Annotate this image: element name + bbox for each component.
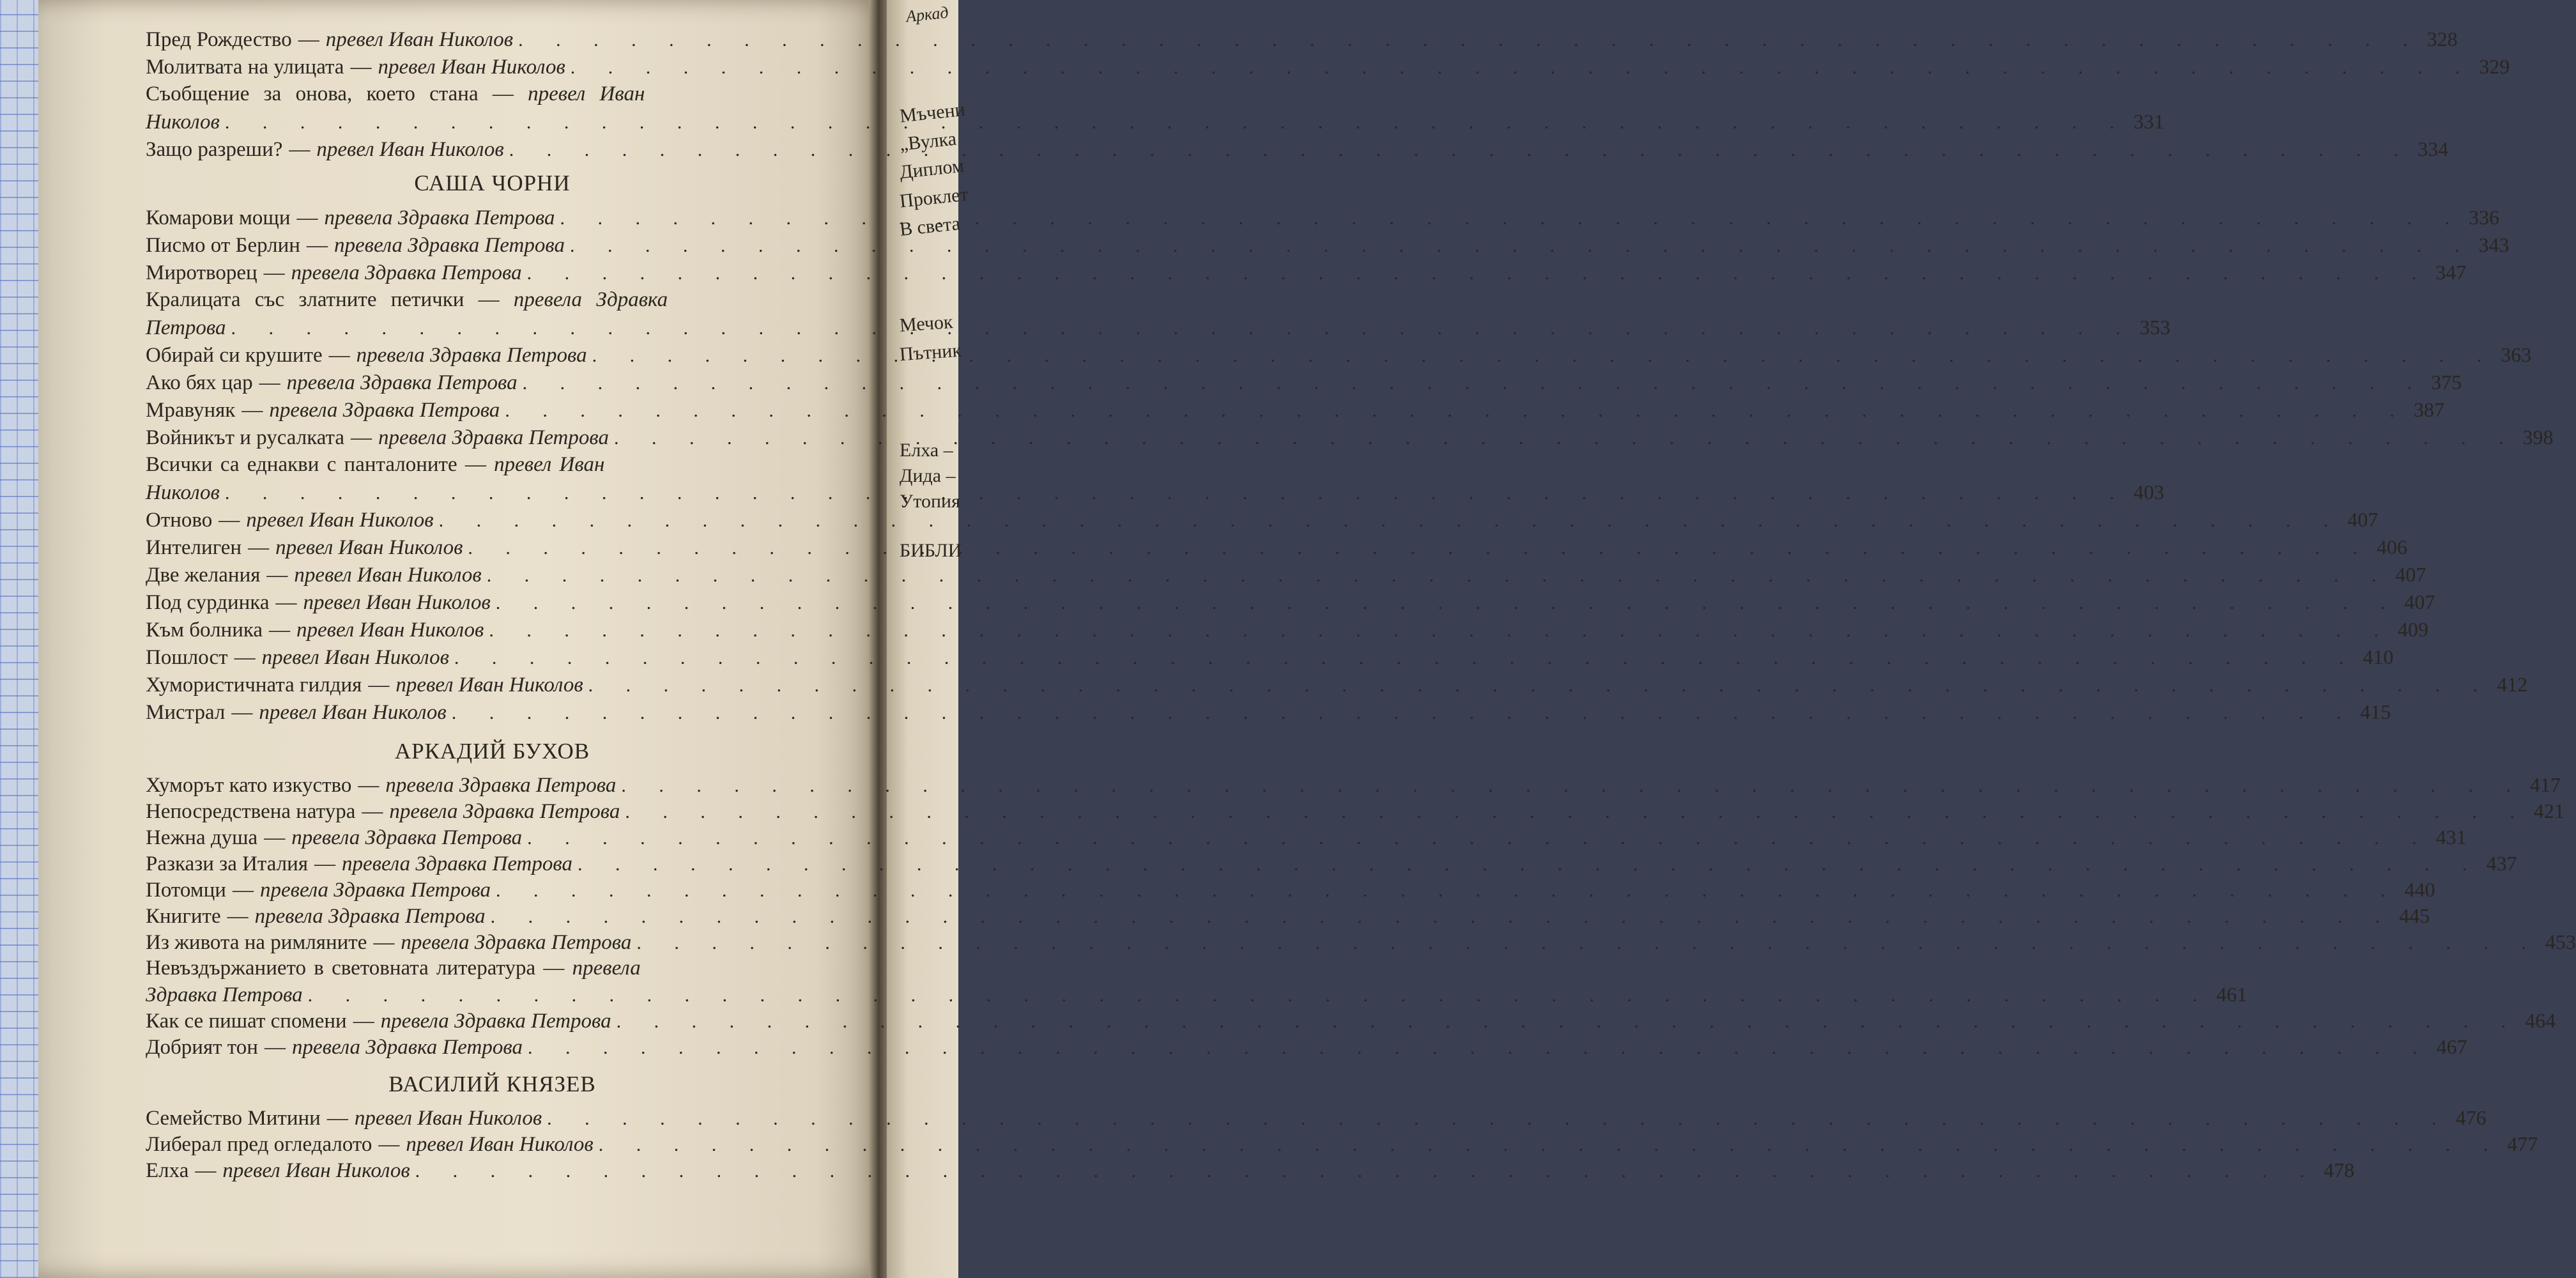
entry-title: Нежна душа <box>146 826 258 849</box>
entry-title: Хумористичната гилдия <box>146 674 362 697</box>
entry-title: Молитвата на улицата <box>146 56 344 79</box>
toc-entry: Елха — превел Иван Николов . . . 478 <box>146 1157 820 1183</box>
right-page-line: Мъчени <box>898 98 967 127</box>
entry-title: Из живота на римляните <box>146 931 367 954</box>
section-heading: ВАСИЛИЙ КНЯЗЕВ <box>388 1072 596 1097</box>
toc-entry: Потомци — превела Здравка Петрова . . . 440 <box>146 877 820 903</box>
entry-credit: превела Здравка Петрова <box>342 852 572 875</box>
leader-dots <box>496 589 2400 617</box>
right-page-line: „Вулка <box>898 128 958 155</box>
entry-credit-continuation: Николов <box>146 481 220 504</box>
entry-title: Всички са еднакви с панталоните <box>146 453 457 476</box>
leader-dots <box>523 369 2426 397</box>
entry-page-number: 476 <box>2455 1106 2487 1129</box>
entry-credit: превела Здравка Петрова <box>291 826 523 849</box>
right-page-line: Утопия <box>900 491 960 512</box>
right-page-line: Пътник <box>898 339 962 366</box>
entry-title: Писмо от Берлин <box>146 234 300 257</box>
leader-dots <box>487 562 2391 589</box>
entry-title: Миротворец <box>146 261 257 284</box>
entry-title: Под сурдинка <box>146 591 270 614</box>
entry-page-number: 415 <box>2360 700 2391 723</box>
entry-page-number: 412 <box>2497 673 2528 696</box>
entry-credit: превела Здравка Петрова <box>254 905 486 928</box>
entry-page-number: 407 <box>2404 590 2435 613</box>
entry-title: Войникът и русалката <box>146 426 344 449</box>
entry-credit: превела Здравка Петрова <box>324 206 555 229</box>
entry-page-number: 440 <box>2404 878 2435 901</box>
right-page-line: В света <box>898 213 962 240</box>
entry-page-number: 403 <box>2133 481 2165 504</box>
leader-dots <box>527 259 2431 287</box>
toc-entry: Невъздържанието в световната литература — превела Здравка Петрова . . . 461 <box>146 955 820 1008</box>
entry-credit: превел Иван Николов <box>296 619 484 642</box>
entry-title: Защо разреши? <box>146 138 283 161</box>
entry-page-number: 328 <box>2426 27 2458 50</box>
entry-title: Мистрал <box>146 701 226 724</box>
entry-page-number: 409 <box>2397 618 2428 641</box>
toc-entry: Добрият тон — превела Здравка Петрова . . . 467 <box>146 1034 820 1060</box>
toc-entry: Миротворец — превела Здравка Петрова . . . 347 <box>146 259 820 286</box>
leader-dots <box>621 773 2525 799</box>
entry-credit: превела Здравка Петрова <box>269 399 500 422</box>
entry-title: Интелиген <box>146 536 242 559</box>
entry-title: Към болника <box>146 619 263 642</box>
leader-dots <box>439 507 2343 534</box>
leader-dots <box>308 982 2212 1008</box>
entry-page-number: 453 <box>2545 930 2576 953</box>
entry-title: Кралицата със златните петички <box>146 288 464 311</box>
section-heading: САША ЧОРНИ <box>414 171 571 196</box>
right-page-line: Проклет <box>898 183 970 212</box>
entry-page-number: 387 <box>2413 398 2444 421</box>
entry-title: Ако бях цар <box>146 371 253 394</box>
leader-dots <box>614 424 2518 452</box>
entry-credit: превел Иван Николов <box>406 1133 594 1156</box>
entry-page-number: 467 <box>2436 1035 2467 1058</box>
entry-credit: превел Иван Николов <box>354 1107 542 1130</box>
entry-page-number: 431 <box>2435 826 2467 849</box>
leader-dots <box>452 699 2356 727</box>
toc-entry: Всички са еднакви с панталоните — превел Иван Николов . . . 403 <box>146 451 820 506</box>
toc-entry: Нежна душа — превела Здравка Петрова . . . 431 <box>146 824 820 851</box>
entry-credit: превел Иван Николов <box>395 674 583 697</box>
entry-title: Либерал пред огледалото <box>146 1133 372 1156</box>
entry-credit: превел Иван Николов <box>261 646 449 669</box>
leader-dots <box>599 1132 2503 1158</box>
entry-credit: превела Здравка Петрова <box>380 1010 611 1033</box>
entry-page-number: 477 <box>2507 1132 2538 1155</box>
section-heading: АРКАДИЙ БУХОВ <box>394 739 590 764</box>
entry-credit-continuation: Здравка Петрова <box>146 983 303 1006</box>
entry-credit: превела Здравка Петрова <box>286 371 518 394</box>
right-page-line: Дида – <box>900 465 956 486</box>
right-page-line: БИБЛИ <box>900 540 962 561</box>
entry-credit: превела Здравка <box>513 288 668 311</box>
entry-page-number: 461 <box>2216 983 2248 1006</box>
entry-page-number: 407 <box>2395 563 2426 586</box>
entry-credit: превела <box>572 957 641 980</box>
entry-title: Пошлост <box>146 646 228 669</box>
entry-page-number: 478 <box>2324 1159 2355 1182</box>
toc-entry: Мистрал — превел Иван Николов . . . 415 <box>146 698 820 726</box>
toc-entry: Съобщение за онова, което стана — превел Иван Николов . . . 331 <box>146 81 820 135</box>
toc-entry: Към болника — превел Иван Николов . . . 409 <box>146 616 820 643</box>
entry-credit: превел Иван Николов <box>316 138 504 161</box>
right-page-line: Елха – <box>900 440 953 461</box>
entry-credit: превела Здравка Петрова <box>334 234 565 257</box>
leader-dots <box>528 1035 2432 1061</box>
toc-entry: Разкази за Италия — превела Здравка Петрова . . . 437 <box>146 851 820 877</box>
entry-title: Пред Рождество <box>146 28 292 51</box>
entry-page-number: 398 <box>2522 426 2554 449</box>
entry-page-number: 445 <box>2399 904 2430 927</box>
entry-page-number: 406 <box>2376 535 2407 558</box>
toc-entry: Как се пишат спомени — превела Здравка Петрова . . . 464 <box>146 1008 820 1034</box>
toc-entry: Хумористичната гилдия — превел Иван Николов . . . 412 <box>146 671 820 698</box>
leader-dots <box>527 825 2431 851</box>
entry-credit: превел Иван <box>494 453 605 476</box>
leader-dots <box>560 204 2464 232</box>
entry-page-number: 421 <box>2533 799 2564 822</box>
toc-entry: Мравуняк — превела Здравка Петрова . . . 387 <box>146 396 820 424</box>
entry-credit: превел Иван Николов <box>259 701 447 724</box>
entry-title: Съобщение за онова, което стана <box>146 82 479 105</box>
entry-title: Елха <box>146 1159 189 1182</box>
entry-page-number: 437 <box>2486 852 2517 875</box>
entry-credit: превел Иван Николов <box>275 536 463 559</box>
toc-entry: Пошлост — превел Иван Николов . . . 410 <box>146 643 820 671</box>
entry-page-number: 336 <box>2468 206 2499 229</box>
entry-page-number: 343 <box>2478 233 2510 256</box>
leader-dots <box>570 232 2474 259</box>
entry-page-number: 417 <box>2529 773 2561 796</box>
toc-entry: Защо разреши? — превел Иван Николов . . . 334 <box>146 135 820 163</box>
entry-title: Книгите <box>146 905 221 928</box>
toc-entry: Молитвата на улицата — превел Иван Николов . . . 329 <box>146 53 820 81</box>
entry-title: Потомци <box>146 879 226 902</box>
toc-entry: Пред Рождество — превел Иван Николов . . . 328 <box>146 26 820 53</box>
toc-entry: Две желания — превел Иван Николов . . . 407 <box>146 561 820 589</box>
leader-dots <box>588 672 2492 699</box>
leader-dots <box>231 314 2135 342</box>
entry-title: Добрият тон <box>146 1036 258 1059</box>
entry-page-number: 353 <box>2139 316 2170 339</box>
toc-entry: Отново — превел Иван Николов . . . 407 <box>146 506 820 534</box>
entry-credit-continuation: Николов <box>146 111 220 134</box>
entry-title: Мравуняк <box>146 399 236 422</box>
entry-title: Семейство Митини <box>146 1107 321 1130</box>
entry-page-number: 331 <box>2133 110 2165 133</box>
entry-credit: превел Иван Николов <box>325 28 514 51</box>
leader-dots <box>454 644 2358 672</box>
leader-dots <box>518 26 2422 54</box>
leader-dots <box>625 799 2529 825</box>
entry-title: Отново <box>146 509 213 532</box>
toc-entry: Писмо от Берлин — превела Здравка Петрова . . . 343 <box>146 231 820 259</box>
entry-title: Как се пишат спомени <box>146 1010 347 1033</box>
entry-title: Непосредствена натура <box>146 800 356 823</box>
toc-entry: Из живота на римляните — превела Здравка Петрова . . . 453 <box>146 929 820 955</box>
leader-dots <box>578 851 2481 877</box>
right-page-line: Мечок <box>898 311 954 336</box>
toc-entry: Обирай си крушите — превела Здравка Петрова . . . 363 <box>146 341 820 369</box>
leader-dots <box>547 1105 2451 1132</box>
right-page-line: Диплом <box>898 155 965 183</box>
entry-credit: превела Здравка Петрова <box>389 800 620 823</box>
toc-entry: Комарови мощи — превела Здравка Петрова . . . 336 <box>146 204 820 231</box>
leader-dots <box>505 397 2409 424</box>
entry-credit: превела Здравка Петрова <box>291 1036 523 1059</box>
toc-entry: Непосредствена натура — превела Здравка Петрова . . . 421 <box>146 798 820 824</box>
entry-page-number: 375 <box>2431 371 2462 394</box>
entry-page-number: 407 <box>2347 508 2379 531</box>
entry-credit: превел Иван Николов <box>303 591 491 614</box>
leader-dots <box>617 1008 2520 1035</box>
leader-dots <box>489 617 2393 644</box>
entry-title: Хуморът като изкуство <box>146 774 352 797</box>
entry-credit: превела Здравка Петрова <box>291 261 522 284</box>
leader-dots <box>468 534 2372 562</box>
entry-credit: превела Здравка Петрова <box>356 344 587 367</box>
leader-dots <box>571 54 2474 81</box>
entry-credit: превел Иван Николов <box>378 56 565 79</box>
leader-dots <box>592 339 2496 369</box>
entry-page-number: 334 <box>2418 137 2449 160</box>
leader-dots <box>496 877 2400 904</box>
leader-dots <box>636 930 2540 956</box>
entry-credit-continuation: Петрова <box>146 316 226 339</box>
entry-page-number: 410 <box>2363 645 2394 668</box>
toc-entry: Хуморът като изкуство — превела Здравка Петрова . . . 417 <box>146 772 820 798</box>
toc-entry: Интелиген — превел Иван Николов . . . 406 <box>146 534 820 561</box>
entry-credit: превела Здравка Петрова <box>378 426 609 449</box>
leader-dots <box>509 136 2413 164</box>
entry-page-number: 347 <box>2435 261 2467 284</box>
right-page-header: Аркад <box>905 3 949 26</box>
entry-credit: превела Здравка Петрова <box>385 774 617 797</box>
entry-credit: превел Иван <box>528 82 645 105</box>
leader-dots <box>225 479 2129 507</box>
entry-title: Разкази за Италия <box>146 852 308 875</box>
toc-entry: Книгите — превела Здравка Петрова . . . 445 <box>146 903 820 929</box>
entry-credit: превел Иван Николов <box>294 564 482 587</box>
toc-entry: Под сурдинка — превел Иван Николов . . . 407 <box>146 589 820 616</box>
entry-credit: превел Иван Николов <box>246 509 434 532</box>
toc-entry: Семейство Митини — превел Иван Николов . . . 476 <box>146 1105 820 1131</box>
entry-title: Обирай си крушите <box>146 344 323 367</box>
entry-page-number: 464 <box>2525 1009 2556 1032</box>
entry-credit: превела Здравка Петрова <box>259 879 491 902</box>
toc-entry: Либерал пред огледалото — превел Иван Николов . . . 477 <box>146 1131 820 1157</box>
entry-title: Комарови мощи <box>146 206 291 229</box>
leader-dots <box>225 109 2129 136</box>
entry-page-number: 329 <box>2479 55 2510 78</box>
toc-entry: Кралицата със златните петички — превела Здравка Петрова . . . 353 <box>146 286 820 341</box>
entry-title: Невъздържанието в световната литература <box>146 957 536 980</box>
leader-dots <box>491 904 2395 930</box>
leader-dots <box>415 1158 2319 1184</box>
entry-credit: превел Иван Николов <box>222 1159 410 1182</box>
entry-title: Две желания <box>146 564 261 587</box>
toc-entry: Войникът и русалката — превела Здравка Петрова . . . 398 <box>146 424 820 451</box>
entry-page-number: 363 <box>2501 343 2532 366</box>
toc-entry: Ако бях цар — превела Здравка Петрова . . . 375 <box>146 369 820 396</box>
entry-credit: превела Здравка Петрова <box>401 931 632 954</box>
